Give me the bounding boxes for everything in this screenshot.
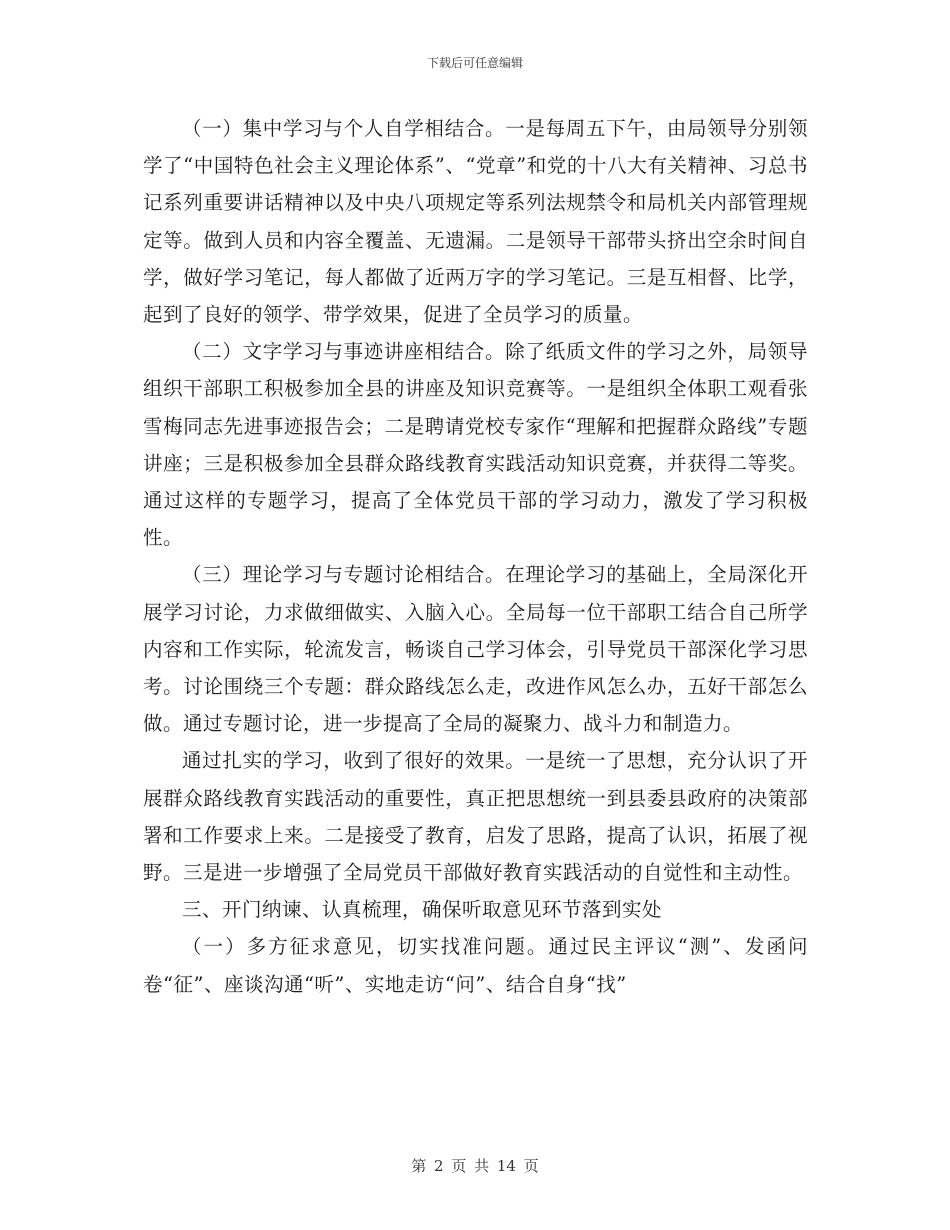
document-body (143, 110, 808, 1003)
paragraph-study-combination-3: （三）理论学习与专题讨论相结合。在理论学习的基础上，全局深化开展学习讨论，力求做细做实、入脑入心。全局每一位干部职工结合自己所学内容和工作实际，轮流发言，畅谈自己学习体会，引导党员干部深化学习思考。讨论围绕三个专题：群众路线怎么走，改进作风怎么办，五好干部怎么做。通过专题讨论，进一步提高了全局的凝聚力、战斗力和制造力。 (143, 563, 808, 736)
paragraph-collect-opinions: （一）多方征求意见，切实找准问题。通过民主评议“测”、发函问卷“征”、座谈沟通“听”、实地走访“问”、结合自身“找” (143, 935, 808, 996)
paragraph-study-results: 通过扎实的学习，收到了很好的效果。一是统一了思想，充分认识了开展群众路线教育实践活动的重要性，真正把思想统一到县委县政府的决策部署和工作要求上来。二是接受了教育，启发了思路，提高了认识，拓展了视野。三是进一步增强了全局党员干部做好教育实践活动的自觉性和主动性。 (143, 749, 808, 885)
page-header: 下载后可任意编辑 (426, 56, 523, 70)
paragraph-study-combination-2: （二）文字学习与事迹讲座相结合。除了纸质文件的学习之外，局领导组织干部职工积极参加全县的讲座及知识竞赛等。一是组织全体职工观看张雪梅同志先进事迹报告会；二是聘请党校专家作“理解和把握群众路线”专题讲座；三是积极参加全县群众路线教育实践活动知识竞赛，并获得二等奖。通过这样的专题学习，提高了全体党员干部的学习动力，激发了学习积极性。 (143, 340, 808, 550)
paragraph-study-combination-1: （一）集中学习与个人自学相结合。一是每周五下午，由局领导分别领学了“中国特色社会主义理论体系”、“党章”和党的十八大有关精神、习总书记系列重要讲话精神以及中央八项规定等系列法规禁令和局机关内部管理规定等。做到人员和内容全覆盖、无遗漏。二是领导干部带头挤出空余时间自学，做好学习笔记，每人都做了近两万字的学习笔记。三是互相督、比学，起到了良好的领学、带学效果，促进了全员学习的质量。 (143, 117, 808, 327)
page-number: 第 2 页 共 14 页 (411, 1157, 539, 1175)
section-heading-3: 三、开门纳谏、认真梳理，确保听取意见环节落到实处 (182, 898, 663, 922)
